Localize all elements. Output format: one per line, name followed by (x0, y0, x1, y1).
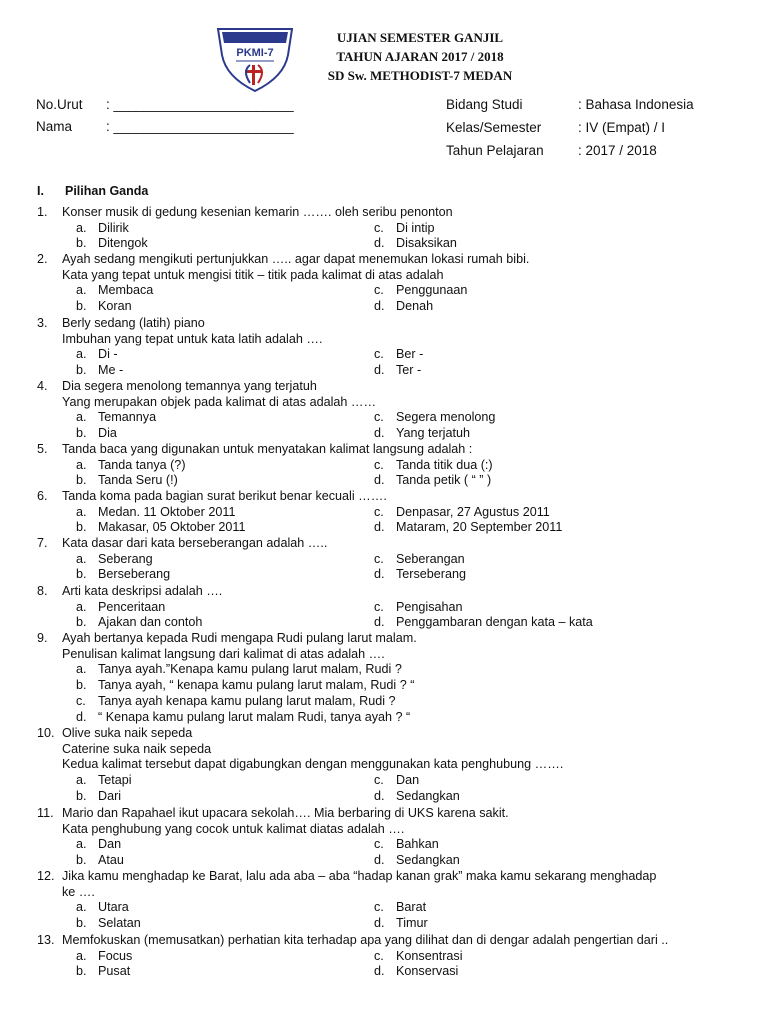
question-number: 11. (37, 806, 54, 820)
answer-option[interactable] (76, 694, 396, 710)
question-text: Olive suka naik sepeda (62, 726, 193, 740)
option-letter: c. (374, 837, 384, 852)
answer-option[interactable] (374, 426, 470, 442)
option-text: Disaksikan (396, 236, 457, 251)
option-letter: d. (374, 615, 385, 630)
answer-option[interactable] (374, 221, 435, 237)
answer-option[interactable] (76, 520, 245, 536)
option-text: Berseberang (98, 567, 171, 582)
answer-option[interactable] (374, 773, 419, 789)
option-text: Dia (98, 426, 117, 441)
question-text: Konser musik di gedung kesenian kemarin ……. oleh seribu penonton (62, 205, 453, 219)
answer-option[interactable] (374, 964, 458, 980)
option-text: Di - (98, 347, 118, 362)
answer-option[interactable] (76, 900, 129, 916)
section-heading (37, 184, 148, 198)
option-letter: d. (374, 299, 385, 314)
answer-option[interactable] (76, 552, 153, 568)
option-letter: c. (374, 599, 384, 614)
option-letter: a. (76, 900, 87, 915)
option-letter: b. (76, 615, 87, 630)
option-text: Medan. 11 Oktober 2011 (98, 504, 236, 519)
option-text: Utara (98, 900, 129, 915)
option-text: Seberang (98, 551, 153, 566)
question-text: Dia segera menolong temannya yang terjatuh (62, 379, 317, 393)
answer-option[interactable] (76, 299, 132, 315)
option-text: Tanya ayah, “ kenapa kamu pulang larut malam, Rudi ? “ (98, 678, 415, 693)
option-text: Tanda titik dua (:) (396, 457, 493, 472)
option-letter: c. (374, 283, 384, 298)
option-letter: c. (76, 693, 86, 708)
answer-option[interactable] (76, 567, 170, 583)
option-text: Tanya ayah kenapa kamu pulang larut malam, Rudi ? (98, 693, 396, 708)
option-text: Me - (98, 363, 124, 378)
question-text: Mario dan Rapahael ikut upacara sekolah…. Mia berbaring di UKS karena sakit. (62, 806, 509, 820)
option-text: Ditengok (98, 236, 148, 251)
option-text: Dan (98, 837, 122, 852)
question-text: Tanda koma pada bagian surat berikut benar kecuali ……. (62, 489, 387, 503)
option-letter: a. (76, 410, 87, 425)
question-text: Ayah sedang mengikuti pertunjukkan ….. agar dapat menemukan lokasi rumah bibi. (62, 252, 530, 266)
answer-option[interactable] (374, 552, 465, 568)
answer-option[interactable] (76, 283, 153, 299)
option-text: Focus (98, 948, 133, 963)
option-text: Tanya ayah.”Kenapa kamu pulang larut malam, Rudi ? (98, 662, 402, 677)
answer-option[interactable] (76, 615, 202, 631)
option-letter: d. (374, 473, 385, 488)
nama-label: Nama (36, 119, 73, 134)
no-urut-label: No.Urut (36, 97, 83, 112)
option-letter: d. (374, 236, 385, 251)
option-text: Koran (98, 299, 132, 314)
option-letter: c. (374, 457, 384, 472)
answer-option[interactable] (76, 426, 117, 442)
answer-option[interactable] (76, 789, 121, 805)
option-letter: c. (374, 347, 384, 362)
title-line: UJIAN SEMESTER GANJIL (336, 30, 504, 45)
option-text: Ter - (396, 363, 422, 378)
option-letter: d. (374, 567, 385, 582)
question-text: Kata dasar dari kata berseberangan adalah ….. (62, 536, 328, 550)
option-letter: c. (374, 948, 384, 963)
question-text: ke …. (62, 884, 95, 899)
answer-option[interactable] (374, 789, 460, 805)
question-text: Ayah bertanya kepada Rudi mengapa Rudi pulang larut malam. (62, 631, 417, 645)
school-logo-icon (214, 25, 296, 95)
answer-option[interactable] (76, 773, 132, 789)
question-number: 5. (37, 442, 48, 456)
option-letter: b. (76, 299, 87, 314)
option-text: Tanda tanya (?) (98, 457, 186, 472)
exam-title (296, 28, 544, 85)
option-text: Dan (396, 773, 420, 788)
option-letter: d. (374, 426, 385, 441)
option-text: Terseberang (396, 567, 467, 582)
option-letter: a. (76, 551, 87, 566)
answer-option[interactable] (76, 853, 124, 869)
option-text: Tanda petik ( “ ” ) (396, 473, 492, 488)
answer-option[interactable] (76, 678, 414, 694)
student-info (36, 94, 336, 144)
option-text: Pusat (98, 964, 131, 979)
answer-option[interactable] (374, 236, 457, 252)
option-text: “ Kenapa kamu pulang larut malam Rudi, tanya ayah ? “ (98, 709, 411, 724)
answer-option[interactable] (374, 473, 491, 489)
answer-option[interactable] (76, 916, 141, 932)
option-text: Di intip (396, 220, 435, 235)
answer-option[interactable] (76, 837, 121, 853)
question-text: Caterine suka naik sepeda (62, 741, 212, 756)
answer-option[interactable] (374, 600, 463, 616)
option-text: Membaca (98, 283, 154, 298)
option-text: Denpasar, 27 Agustus 2011 (396, 504, 550, 519)
option-text: Segera menolong (396, 410, 496, 425)
option-letter: b. (76, 520, 87, 535)
answer-option[interactable] (374, 347, 423, 363)
option-text: Denah (396, 299, 434, 314)
option-letter: d. (374, 853, 385, 868)
answer-option[interactable] (374, 299, 433, 315)
question-number: 7. (37, 536, 48, 550)
option-text: Seberangan (396, 551, 465, 566)
option-text: Makasar, 05 Oktober 2011 (98, 520, 246, 535)
option-text: Sedangkan (396, 788, 460, 803)
question-text: Arti kata deskripsi adalah …. (62, 584, 223, 598)
option-letter: a. (76, 457, 87, 472)
option-letter: d. (374, 788, 385, 803)
answer-option[interactable] (374, 900, 426, 916)
option-text: Penggambaran dengan kata – kata (396, 615, 593, 630)
option-text: Dari (98, 788, 122, 803)
option-letter: c. (374, 410, 384, 425)
option-text: Selatan (98, 916, 141, 931)
option-text: Temannya (98, 410, 157, 425)
option-text: Konsentrasi (396, 948, 463, 963)
question-number: 9. (37, 631, 48, 645)
answer-option[interactable] (374, 458, 493, 474)
bidang-studi-label: Bidang Studi (446, 97, 523, 112)
question-number: 4. (37, 379, 48, 393)
option-text: Pengisahan (396, 599, 463, 614)
option-letter: a. (76, 948, 87, 963)
option-text: Tetapi (98, 773, 132, 788)
option-letter: c. (374, 220, 384, 235)
option-letter: b. (76, 853, 87, 868)
option-letter: d. (374, 363, 385, 378)
option-letter: a. (76, 599, 87, 614)
answer-option[interactable] (374, 363, 421, 379)
option-letter: a. (76, 837, 87, 852)
kelas-semester-label: Kelas/Semester (446, 120, 542, 135)
option-letter: c. (374, 551, 384, 566)
answer-option[interactable] (76, 458, 186, 474)
answer-option[interactable] (76, 964, 130, 980)
question-number: 6. (37, 489, 48, 503)
option-text: Penggunaan (396, 283, 468, 298)
answer-option[interactable] (374, 567, 466, 583)
option-letter: d. (374, 520, 385, 535)
question-text: Memfokuskan (memusatkan) perhatian kita terhadap apa yang dilihat dan di dengar adalah pengertian dari .. (62, 933, 669, 947)
question-text: Jika kamu menghadap ke Barat, lalu ada aba – aba “hadap kanan grak” maka kamu sekarang menghadap (62, 869, 657, 883)
answer-option[interactable] (374, 837, 439, 853)
answer-option[interactable] (76, 949, 132, 965)
subject-info (446, 94, 746, 164)
option-letter: a. (76, 220, 87, 235)
option-text: Tanda Seru (!) (98, 473, 178, 488)
answer-option[interactable] (374, 410, 495, 426)
question-text: Penulisan kalimat langsung dari kalimat di atas adalah …. (62, 646, 385, 661)
option-text: Yang terjatuh (396, 426, 470, 441)
option-text: Sedangkan (396, 853, 460, 868)
answer-option[interactable] (374, 916, 428, 932)
answer-option[interactable] (76, 600, 165, 616)
question-number: 12. (37, 869, 55, 883)
option-letter: b. (76, 788, 87, 803)
answer-option[interactable] (374, 949, 463, 965)
option-letter: c. (374, 504, 384, 519)
option-text: Mataram, 20 September 2011 (396, 520, 563, 535)
option-letter: b. (76, 363, 87, 378)
option-letter: a. (76, 662, 87, 677)
answer-option[interactable] (76, 505, 235, 521)
answer-option[interactable] (76, 710, 410, 726)
answer-option[interactable] (76, 363, 123, 379)
option-letter: b. (76, 964, 87, 979)
option-text: Atau (98, 853, 124, 868)
nama-field[interactable]: : ________________________ (106, 119, 294, 134)
question-text: Tanda baca yang digunakan untuk menyatakan kalimat langsung adalah : (62, 442, 473, 456)
answer-option[interactable] (374, 520, 562, 536)
section-title: Pilihan Ganda (65, 184, 149, 198)
title-line: TAHUN AJARAN 2017 / 2018 (336, 49, 504, 64)
option-letter: a. (76, 773, 87, 788)
option-text: Dilirik (98, 220, 129, 235)
option-text: Bahkan (396, 837, 439, 852)
question-text: Yang merupakan objek pada kalimat di atas adalah …… (62, 394, 377, 409)
question-text: Berly sedang (latih) piano (62, 316, 205, 330)
option-text: Barat (396, 900, 427, 915)
option-letter: a. (76, 347, 87, 362)
bidang-studi-value: : Bahasa Indonesia (578, 97, 694, 112)
answer-option[interactable] (76, 410, 156, 426)
answer-option[interactable] (76, 473, 178, 489)
answer-option[interactable] (374, 283, 467, 299)
question-text: Kedua kalimat tersebut dapat digabungkan dengan menggunakan kata penghubung ……. (62, 757, 564, 772)
option-letter: d. (76, 709, 87, 724)
option-letter: b. (76, 426, 87, 441)
option-letter: a. (76, 504, 87, 519)
option-letter: d. (374, 964, 385, 979)
question-text: Kata yang tepat untuk mengisi titik – titik pada kalimat di atas adalah (62, 267, 444, 282)
question-number: 8. (37, 584, 48, 598)
option-text: Ajakan dan contoh (98, 615, 203, 630)
question-number: 3. (37, 316, 48, 330)
option-letter: b. (76, 916, 87, 931)
option-text: Timur (396, 916, 428, 931)
option-letter: b. (76, 567, 87, 582)
no-urut-field[interactable]: : ________________________ (106, 97, 294, 112)
answer-option[interactable] (76, 221, 129, 237)
answer-option[interactable] (374, 615, 593, 631)
answer-option[interactable] (76, 236, 148, 252)
option-letter: b. (76, 473, 87, 488)
question-number: 13. (37, 933, 55, 947)
option-letter: a. (76, 283, 87, 298)
title-line: SD Sw. METHODIST-7 MEDAN (327, 68, 513, 83)
answer-option[interactable] (76, 662, 402, 678)
option-text: Penceritaan (98, 599, 166, 614)
answer-option[interactable] (76, 347, 118, 363)
option-letter: c. (374, 900, 384, 915)
kelas-semester-value: : IV (Empat) / I (578, 120, 666, 135)
tahun-pelajaran-value: : 2017 / 2018 (578, 143, 657, 158)
option-text: Ber - (396, 347, 424, 362)
question-text: Imbuhan yang tepat untuk kata latih adalah …. (62, 331, 323, 346)
option-letter: c. (374, 773, 384, 788)
option-text: Konservasi (396, 964, 459, 979)
logo-text: PKMI-7 (236, 47, 274, 59)
question-text: Kata penghubung yang cocok untuk kalimat diatas adalah …. (62, 821, 405, 836)
option-letter: d. (374, 916, 385, 931)
option-letter: b. (76, 678, 87, 693)
answer-option[interactable] (374, 853, 460, 869)
tahun-pelajaran-label: Tahun Pelajaran (446, 143, 544, 158)
section-number: I. (37, 184, 44, 198)
option-letter: b. (76, 236, 87, 251)
answer-option[interactable] (374, 505, 550, 521)
question-number: 1. (37, 205, 48, 219)
question-number: 10. (37, 726, 55, 740)
question-number: 2. (37, 252, 48, 266)
